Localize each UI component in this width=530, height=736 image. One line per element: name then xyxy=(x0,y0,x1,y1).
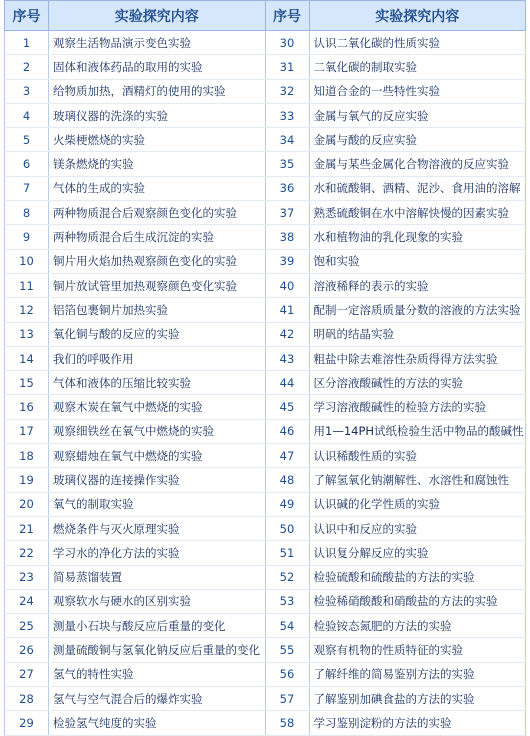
table-row xyxy=(5,444,526,468)
row-number: 57 xyxy=(265,687,309,711)
table-row xyxy=(5,662,526,686)
experiment-content: 了解鉴别加碘食盐的方法的实验 xyxy=(309,687,526,711)
table-header-row xyxy=(5,1,526,31)
experiment-content: 两种物质混合后生成沉淀的实验 xyxy=(49,225,266,249)
table-row xyxy=(5,322,526,346)
experiment-content: 认识稀酸性质的实验 xyxy=(309,444,526,468)
row-number: 48 xyxy=(265,468,309,492)
row-number: 47 xyxy=(265,444,309,468)
table-row xyxy=(5,152,526,176)
row-number: 7 xyxy=(5,176,49,200)
experiment-content: 溶液稀释的表示的实验 xyxy=(309,273,526,297)
experiment-content: 金属与某些金属化合物溶液的反应实验 xyxy=(309,152,526,176)
experiment-content: 检验硫酸和硫酸盐的方法的实验 xyxy=(309,565,526,589)
row-number: 5 xyxy=(5,128,49,152)
experiment-content: 水和植物油的乳化现象的实验 xyxy=(309,225,526,249)
row-number: 10 xyxy=(5,249,49,273)
table-row xyxy=(5,516,526,540)
row-number: 53 xyxy=(265,589,309,613)
row-number: 51 xyxy=(265,541,309,565)
experiment-content: 观察木炭在氧气中燃烧的实验 xyxy=(49,395,266,419)
experiment-content: 氢气与空气混合后的爆炸实验 xyxy=(49,687,266,711)
row-number: 33 xyxy=(265,103,309,127)
row-number: 58 xyxy=(265,711,309,735)
experiment-content: 熟悉硫酸铜在水中溶解快慢的因素实验 xyxy=(309,201,526,225)
experiment-content: 区分溶液酸碱性的方法的实验 xyxy=(309,371,526,395)
table-row xyxy=(5,395,526,419)
table-row xyxy=(5,249,526,273)
table-row xyxy=(5,346,526,370)
header-content-left: 实验探究内容 xyxy=(49,1,266,31)
experiment-content: 观察生活物品演示变色实验 xyxy=(49,31,266,55)
table-row xyxy=(5,492,526,516)
experiment-content: 气体的生成的实验 xyxy=(49,176,266,200)
experiment-content: 气体和液体的压缩比较实验 xyxy=(49,371,266,395)
row-number: 21 xyxy=(5,516,49,540)
experiment-content: 认识中和反应的实验 xyxy=(309,516,526,540)
row-number: 17 xyxy=(5,419,49,443)
row-number: 54 xyxy=(265,614,309,638)
experiment-content: 认识二氧化碳的性质实验 xyxy=(309,31,526,55)
row-number: 40 xyxy=(265,273,309,297)
table-row xyxy=(5,103,526,127)
table-row xyxy=(5,225,526,249)
experiment-content: 玻璃仪器的洗涤的实验 xyxy=(49,103,266,127)
header-num-right: 序号 xyxy=(265,1,309,31)
experiment-content: 检验铵态氮肥的方法的实验 xyxy=(309,614,526,638)
experiment-content: 饱和实验 xyxy=(309,249,526,273)
experiment-content: 铜片放试管里加热观察颜色变化实验 xyxy=(49,273,266,297)
row-number: 43 xyxy=(265,346,309,370)
table-row xyxy=(5,201,526,225)
experiment-content: 学习溶液酸碱性的检验方法的实验 xyxy=(309,395,526,419)
table-row xyxy=(5,31,526,55)
table-row xyxy=(5,273,526,297)
table-row xyxy=(5,298,526,322)
table-row xyxy=(5,128,526,152)
experiment-content: 我们的呼吸作用 xyxy=(49,346,266,370)
experiment-content: 学习鉴别淀粉的方法的实验 xyxy=(309,711,526,735)
row-number: 12 xyxy=(5,298,49,322)
experiment-content: 测量小石块与酸反应后重量的变化 xyxy=(49,614,266,638)
row-number: 56 xyxy=(265,662,309,686)
experiment-content: 了解纤维的简易鉴别方法的实验 xyxy=(309,662,526,686)
row-number: 42 xyxy=(265,322,309,346)
table-body xyxy=(5,31,526,736)
experiment-content: 粗盐中除去难溶性杂质得得方法实验 xyxy=(309,346,526,370)
row-number: 35 xyxy=(265,152,309,176)
row-number: 1 xyxy=(5,31,49,55)
experiment-content: 认识复分解反应的实验 xyxy=(309,541,526,565)
row-number: 45 xyxy=(265,395,309,419)
row-number: 32 xyxy=(265,79,309,103)
row-number: 31 xyxy=(265,55,309,79)
row-number: 44 xyxy=(265,371,309,395)
experiment-content: 铝箔包裹铜片加热实验 xyxy=(49,298,266,322)
experiment-content: 玻璃仪器的连接操作实验 xyxy=(49,468,266,492)
row-number: 19 xyxy=(5,468,49,492)
row-number: 46 xyxy=(265,419,309,443)
experiment-content: 氧化铜与酸的反应的实验 xyxy=(49,322,266,346)
row-number: 4 xyxy=(5,103,49,127)
experiment-content: 观察细铁丝在氧气中燃烧的实验 xyxy=(49,419,266,443)
row-number: 29 xyxy=(5,711,49,735)
row-number: 9 xyxy=(5,225,49,249)
table-row xyxy=(5,419,526,443)
table-row xyxy=(5,589,526,613)
experiment-content: 知道合金的一些特性实验 xyxy=(309,79,526,103)
experiment-content: 观察软水与硬水的区别实验 xyxy=(49,589,266,613)
experiment-content: 了解氢氧化钠潮解性、水溶性和腐蚀性 xyxy=(309,468,526,492)
experiment-content: 二氧化碳的制取实验 xyxy=(309,55,526,79)
row-number: 37 xyxy=(265,201,309,225)
experiment-content: 水和硫酸铜、酒精、泥沙、食用油的溶解 xyxy=(309,176,526,200)
experiment-content: 观察有机物的性质特征的实验 xyxy=(309,638,526,662)
experiment-content: 测量硫酸铜与氢氧化钠反应后重量的变化 xyxy=(49,638,266,662)
experiment-content: 铜片用火焰加热观察颜色变化的实验 xyxy=(49,249,266,273)
row-number: 50 xyxy=(265,516,309,540)
experiment-table-page xyxy=(4,0,525,730)
row-number: 6 xyxy=(5,152,49,176)
table-row xyxy=(5,468,526,492)
experiment-content: 氧气的制取实验 xyxy=(49,492,266,516)
table-row xyxy=(5,687,526,711)
experiment-content: 氢气的特性实验 xyxy=(49,662,266,686)
experiment-content: 观察蜡烛在氧气中燃烧的实验 xyxy=(49,444,266,468)
row-number: 23 xyxy=(5,565,49,589)
header-content-right: 实验探究内容 xyxy=(309,1,526,31)
experiment-content: 燃烧条件与灭火原理实验 xyxy=(49,516,266,540)
experiment-content: 配制一定溶质质量分数的溶液的方法实验 xyxy=(309,298,526,322)
row-number: 24 xyxy=(5,589,49,613)
row-number: 25 xyxy=(5,614,49,638)
experiment-content: 固体和液体药品的取用的实验 xyxy=(49,55,266,79)
row-number: 16 xyxy=(5,395,49,419)
experiment-content: 简易蒸馏装置 xyxy=(49,565,266,589)
row-number: 30 xyxy=(265,31,309,55)
experiment-content: 给物质加热，酒精灯的使用的实验 xyxy=(49,79,266,103)
row-number: 55 xyxy=(265,638,309,662)
experiment-content: 检验氢气纯度的实验 xyxy=(49,711,266,735)
experiment-content: 明矾的结晶实验 xyxy=(309,322,526,346)
row-number: 8 xyxy=(5,201,49,225)
experiment-table xyxy=(4,0,526,736)
table-row xyxy=(5,371,526,395)
experiment-content: 金属与氧气的反应实验 xyxy=(309,103,526,127)
row-number: 49 xyxy=(265,492,309,516)
row-number: 28 xyxy=(5,687,49,711)
row-number: 3 xyxy=(5,79,49,103)
row-number: 2 xyxy=(5,55,49,79)
table-row xyxy=(5,55,526,79)
row-number: 18 xyxy=(5,444,49,468)
row-number: 27 xyxy=(5,662,49,686)
row-number: 41 xyxy=(265,298,309,322)
row-number: 36 xyxy=(265,176,309,200)
row-number: 34 xyxy=(265,128,309,152)
table-row xyxy=(5,79,526,103)
table-row xyxy=(5,176,526,200)
row-number: 26 xyxy=(5,638,49,662)
row-number: 22 xyxy=(5,541,49,565)
header-num-left: 序号 xyxy=(5,1,49,31)
experiment-content: 两种物质混合后观察颜色变化的实验 xyxy=(49,201,266,225)
experiment-content: 用1—14PH试纸检验生活中物品的酸碱性 xyxy=(309,419,526,443)
row-number: 52 xyxy=(265,565,309,589)
row-number: 39 xyxy=(265,249,309,273)
experiment-content: 镁条燃烧的实验 xyxy=(49,152,266,176)
table-row xyxy=(5,565,526,589)
row-number: 13 xyxy=(5,322,49,346)
row-number: 38 xyxy=(265,225,309,249)
table-row xyxy=(5,614,526,638)
row-number: 15 xyxy=(5,371,49,395)
table-row xyxy=(5,711,526,735)
experiment-content: 金属与酸的反应实验 xyxy=(309,128,526,152)
experiment-content: 火柴梗燃烧的实验 xyxy=(49,128,266,152)
table-row xyxy=(5,638,526,662)
experiment-content: 认识碱的化学性质的实验 xyxy=(309,492,526,516)
table-row xyxy=(5,541,526,565)
experiment-content: 学习水的净化方法的实验 xyxy=(49,541,266,565)
experiment-content: 检验稀硝酸酸和硝酸盐的方法的实验 xyxy=(309,589,526,613)
row-number: 11 xyxy=(5,273,49,297)
row-number: 20 xyxy=(5,492,49,516)
row-number: 14 xyxy=(5,346,49,370)
